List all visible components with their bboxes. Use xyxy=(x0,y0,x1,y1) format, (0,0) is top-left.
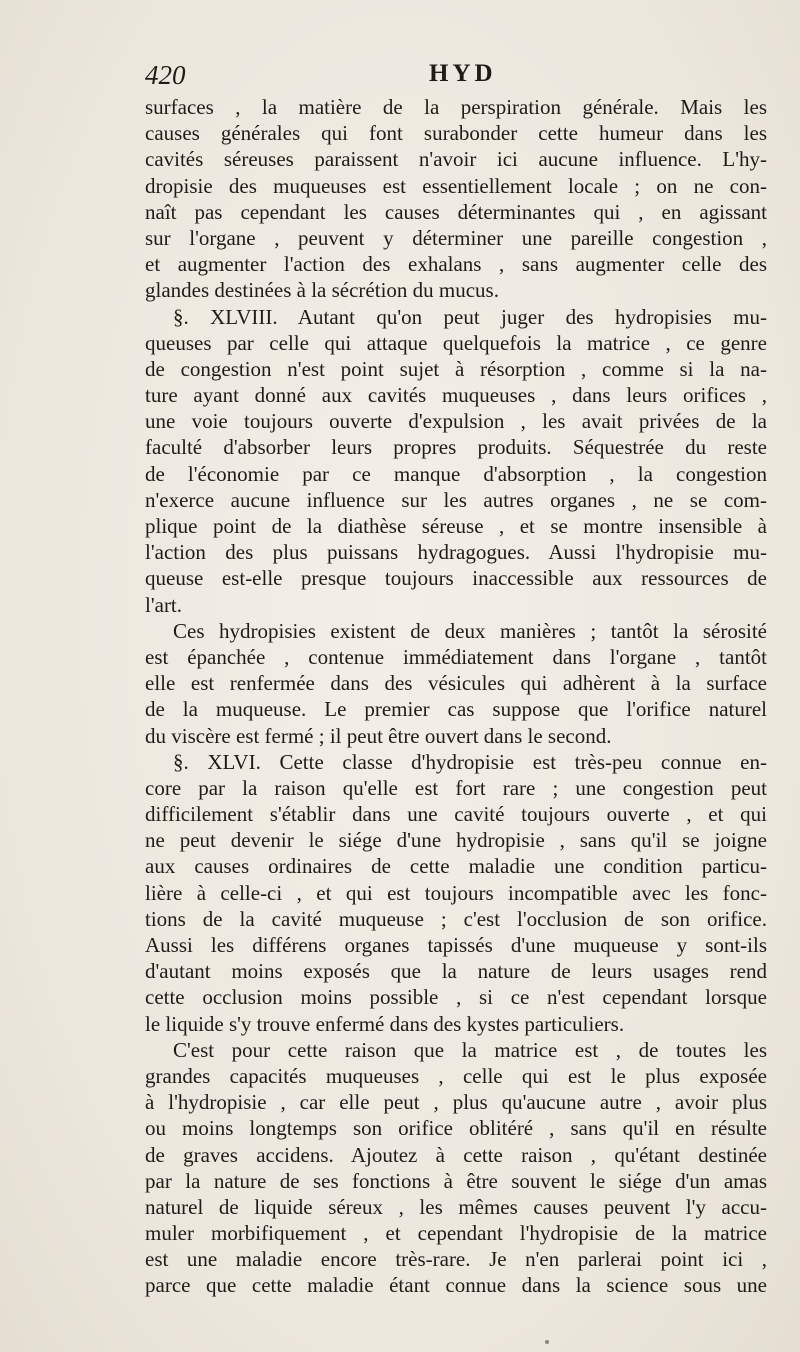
text-line: cavités séreuses paraissent n'avoir ici aucune influence. L'hy- xyxy=(145,147,767,172)
text-line: plique point de la diathèse séreuse , et se montre insensible à xyxy=(145,514,767,538)
text-line: glandes destinées à la sécrétion du mucus. xyxy=(145,278,499,303)
text-line: cette occlusion moins possible , si ce n'est cependant lorsque xyxy=(145,985,767,1010)
page-number: 420 xyxy=(145,60,186,90)
paragraph-first-line: C'est pour cette raison que la matrice est , de toutes les xyxy=(173,1037,767,1062)
text-line: est épanchée , contenue immédiatement dans l'organe , tantôt xyxy=(145,644,767,669)
text-line: surfaces , la matière de la perspiration générale. Mais les xyxy=(145,95,767,119)
text-line: et augmenter l'action des exhalans , sans augmenter celle des xyxy=(145,252,767,277)
text-line: de graves accidens. Ajoutez à cette raison , qu'étant destinée xyxy=(145,1142,767,1167)
text-line: n'exerce aucune influence sur les autres organes , ne se com- xyxy=(145,487,767,512)
text-line: à l'hydropisie , car elle peut , plus qu'aucune autre , avoir plus xyxy=(145,1090,767,1115)
text-line: le liquide s'y trouve enfermé dans des kystes particuliers. xyxy=(145,1011,625,1036)
text-line: l'art. xyxy=(145,592,183,617)
text-line: de la muqueuse. Le premier cas suppose que l'orifice naturel xyxy=(145,697,767,722)
text-line: grandes capacités muqueuses , celle qui est le plus exposée xyxy=(145,1063,767,1088)
text-line: lière à celle-ci , et qui est toujours incompatible avec les fonc- xyxy=(145,880,767,905)
page-header xyxy=(145,60,767,96)
text-line: est une maladie encore très-rare. Je n'en parlerai point ici , xyxy=(145,1247,767,1272)
text-line: muler morbifiquement , et cependant l'hydropisie de la matrice xyxy=(145,1221,767,1246)
text-line: elle est renfermée dans des vésicules qui adhèrent à la surface xyxy=(145,671,767,696)
body-text xyxy=(145,94,767,1299)
text-line: Aussi les différens organes tapissés d'une muqueuse y sont-ils xyxy=(145,933,767,957)
text-line: d'autant moins exposés que la nature de leurs usages rend xyxy=(145,959,767,984)
text-line: ture ayant donné aux cavités muqueuses , dans leurs orifices , xyxy=(145,383,767,408)
text-line: ne peut devenir le siége d'une hydropisie , sans qu'il se joigne xyxy=(145,828,767,853)
section-heading-line: §. XLVI. Cette classe d'hydropisie est très-peu connue en- xyxy=(173,749,767,774)
section-heading-line: §. XLVIII. Autant qu'on peut juger des hydropisies mu- xyxy=(173,304,767,329)
running-head: HYD xyxy=(429,60,497,87)
text-line: sur l'organe , peuvent y déterminer une pareille congestion , xyxy=(145,225,767,250)
text-line: aux causes ordinaires de cette maladie une condition particu- xyxy=(145,854,767,879)
text-line: naît pas cependant les causes déterminantes qui , en agissant xyxy=(145,199,767,224)
text-line: parce que cette maladie étant connue dans la science sous une xyxy=(145,1273,767,1298)
text-line: une voie toujours ouverte d'expulsion , les avait privées de la xyxy=(145,409,767,434)
text-line: core par la raison qu'elle est fort rare ; une congestion peut xyxy=(145,775,767,800)
text-line: queuses par celle qui attaque quelquefois la matrice , ce genre xyxy=(145,330,767,355)
text-line: tions de la cavité muqueuse ; c'est l'occlusion de son orifice. xyxy=(145,906,767,931)
ink-speck xyxy=(545,1340,549,1344)
text-line: par la nature de ses fonctions à être souvent le siége d'un amas xyxy=(145,1168,767,1193)
paragraph-first-line: Ces hydropisies existent de deux manières ; tantôt la sérosité xyxy=(173,618,767,643)
text-line: faculté d'absorber leurs propres produits. Séquestrée du reste xyxy=(145,435,767,460)
text-line: naturel de liquide séreux , les mêmes causes peuvent l'y accu- xyxy=(145,1194,767,1219)
text-line: de congestion n'est point sujet à résorption , comme si la na- xyxy=(145,356,767,381)
text-line: l'action des plus puissans hydragogues. Aussi l'hydropisie mu- xyxy=(145,540,767,565)
text-line: de l'économie par ce manque d'absorption , la congestion xyxy=(145,461,767,486)
text-line: ou moins longtemps son orifice oblitéré , sans qu'il en résulte xyxy=(145,1116,767,1141)
text-line: difficilement s'établir dans une cavité toujours ouverte , et qui xyxy=(145,802,767,827)
text-line: queuse est-elle presque toujours inaccessible aux ressources de xyxy=(145,566,767,591)
text-line: dropisie des muqueuses est essentiellement locale ; on ne con- xyxy=(145,173,767,198)
text-line: causes générales qui font surabonder cette humeur dans les xyxy=(145,121,767,146)
text-line: du viscère est fermé ; il peut être ouvert dans le second. xyxy=(145,723,612,748)
